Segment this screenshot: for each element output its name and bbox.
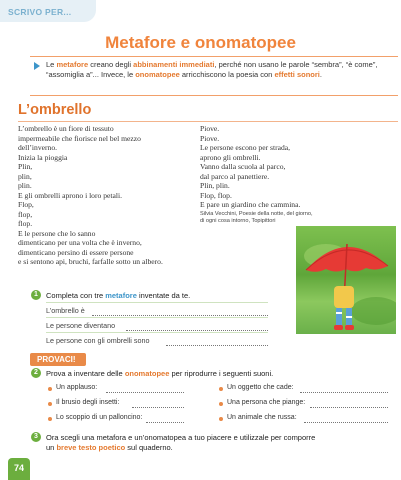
poem-line: E gli ombrelli aprono i loro petali. [18,190,122,200]
poem-line: Piove. [200,124,220,133]
poem-line: plin, [18,171,32,181]
answer-field[interactable] [92,308,268,316]
divider [18,121,398,122]
umbrella-photo [296,226,396,334]
answer-field[interactable] [126,323,268,331]
answer-field[interactable] [132,400,184,408]
poem-line: flop. [18,219,33,228]
divider [46,332,268,333]
page-number: 74 [13,463,24,473]
poem-right-column [200,124,390,225]
poem-line: Vanno dalla scuola al parco, [200,162,286,171]
bullet-icon [48,387,52,391]
poem-line: dimenticano per una volta che è inverno, [18,238,142,247]
poem-line: Plin, plin. [200,181,230,190]
arrow-right-icon [34,62,40,70]
divider [46,302,268,303]
poem-line: impermeabile che fiorisce nel bel mezzo [18,133,141,143]
info-text: Le metafore creano degli abbinamenti immediati, perché non usano le parole “sembra”, “è come”, “assomiglia a”... Invece, le onomatopee arricchiscono la poesia con effetti sonori. [46,60,378,79]
answer-field[interactable] [166,338,268,346]
poem-line: E le persone che lo sanno [18,228,96,238]
poem-title: L’ombrello [18,102,92,118]
provaci-label: PROVACI! [37,355,76,364]
poem-line: Le persone escono per strada, [200,143,291,152]
poem-line: dal parco al panettiere. [200,171,270,181]
poem-line: E pare un giardino che cammina. [200,200,301,209]
poem-line: flop, [18,209,33,219]
exercise-2-instruction: Prova a inventare delle onomatopee per riprodurre i seguenti suoni. [46,369,274,378]
exercise-number-3: 3 [31,432,41,442]
poem-line: dell’inverno. [18,143,58,152]
divider [46,317,268,318]
credit-line: di ogni cosa intorno, Topipittori [200,217,276,224]
poem-line: aprono gli ombrelli. [200,152,261,162]
fill-label: Le persone con gli ombrelli sono [46,336,150,345]
credit-line: Silvia Vecchini, Poesie della notte, del giorno, [200,210,313,217]
answer-field[interactable] [300,385,388,393]
poem-left-column [18,124,198,267]
sound-item: Lo scoppio di un palloncino: [56,414,143,421]
poem-line: e si sentono api, bruchi, farfalle sotto un albero. [18,257,163,266]
instruction-line: Ora scegli una metafora e un’onomatopea a tuo piacere e utilizzale per comporre [46,433,316,442]
sound-item: Una persona che piange: [227,399,306,406]
exercise-3-instruction [46,433,396,453]
poem-line: Piove. [200,133,220,143]
answer-field[interactable] [146,415,184,423]
page-title: Metafore e onomatopee [105,33,296,52]
sound-item: Un animale che russa: [227,414,297,421]
exercise-1-instruction: Completa con tre metafore inventate da te. [46,291,191,300]
answer-field[interactable] [304,415,388,423]
poem-line: Flop, [18,200,34,209]
section-header-label: SCRIVO PER... [8,7,72,17]
poem-line: Inizia la pioggia [18,152,68,162]
answer-field[interactable] [106,385,184,393]
poem-line: dimenticano persino di essere persone [18,247,134,257]
instruction-line: un breve testo poetico sul quaderno. [46,443,173,452]
exercise-number-2: 2 [31,368,41,378]
bullet-icon [48,417,52,421]
poem-line: Plin, [18,162,33,171]
sound-item: Un oggetto che cade: [227,384,294,391]
poem-credit [200,211,390,225]
bullet-icon [48,402,52,406]
bullet-icon [219,402,223,406]
answer-field[interactable] [310,400,388,408]
exercise-number-1: 1 [31,290,41,300]
poem-line: Flop, flop. [200,190,232,200]
fill-label: L’ombrello è [46,306,85,315]
fill-label: Le persone diventano [46,321,116,330]
bullet-icon [219,417,223,421]
poem-line: plin. [18,181,32,190]
sound-item: Il brusio degli insetti: [56,399,120,406]
bullet-icon [219,387,223,391]
poem-line: L’ombrello è un fiore di tessuto [18,124,114,133]
sound-item: Un applauso: [56,384,98,391]
